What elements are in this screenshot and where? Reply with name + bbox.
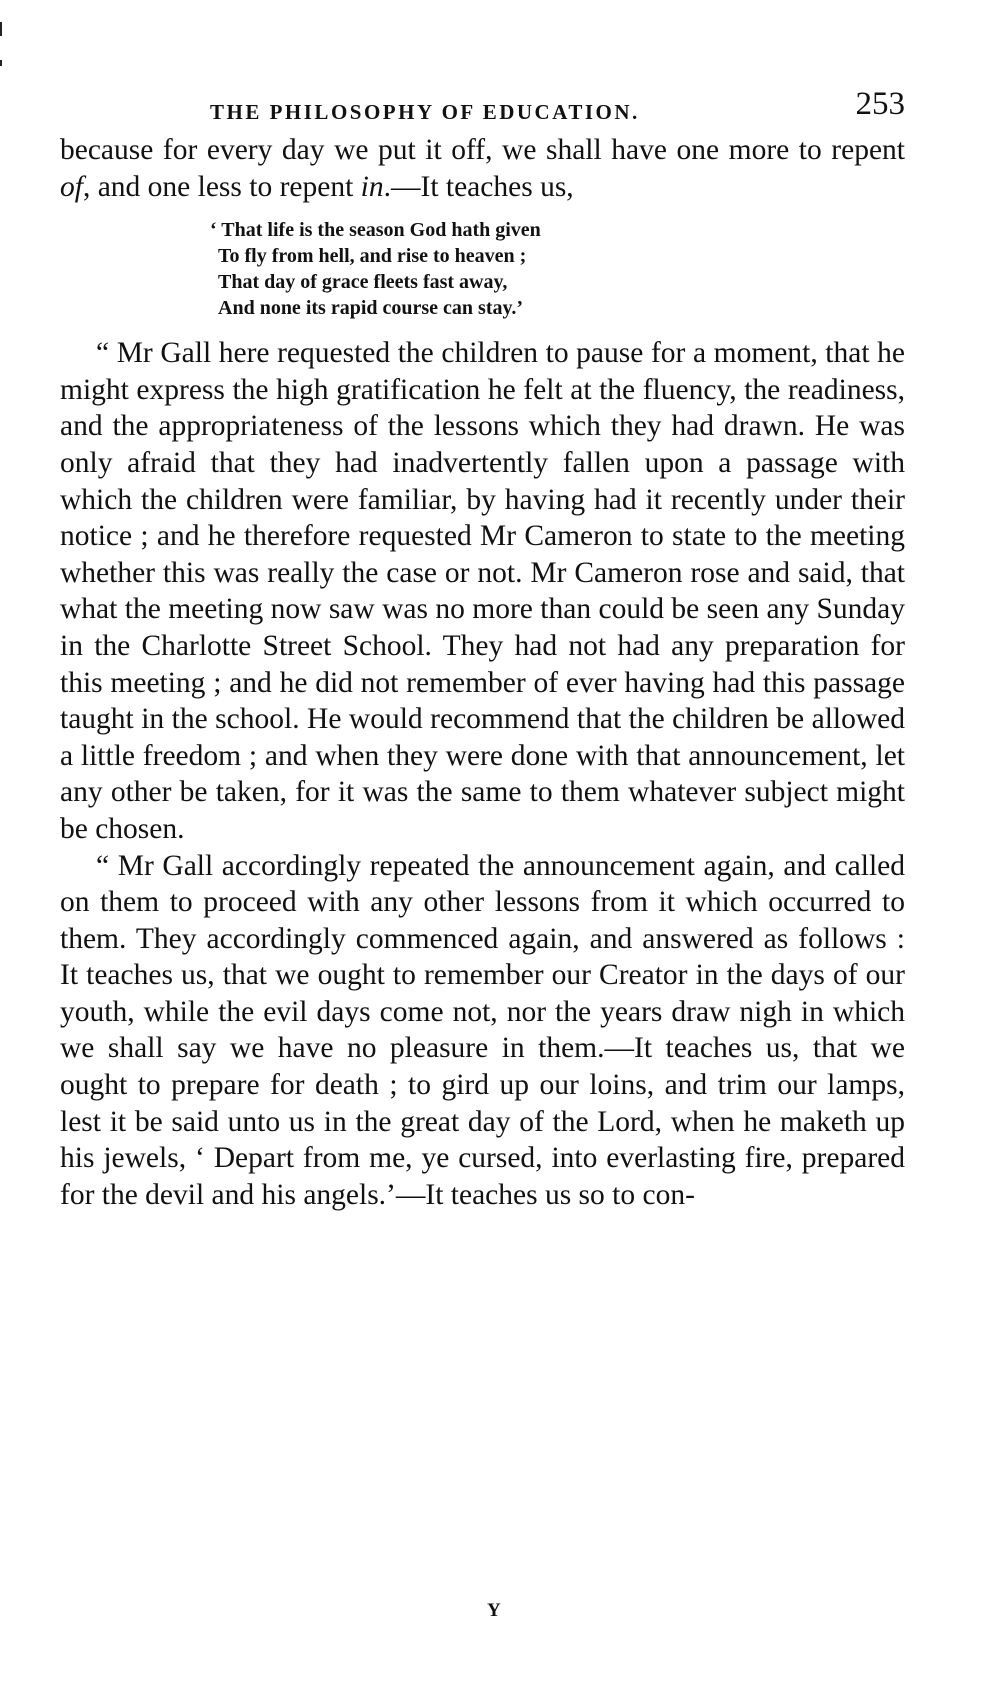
running-title: THE PHILOSOPHY OF EDUCATION. — [210, 100, 640, 124]
body-paragraph: “ Mr Gall accordingly repeated the announcement again, and called on them to proceed with any other lessons from it which occurred to them. They accordingly commenced again, and answered as follows : It teaches us, that we ought to remember our Creator in the days of our youth, while the evil days come not, nor the years draw nigh in which we shall say we have no pleasure in them.—It teaches us, that we ought to prepare for death ; to gird up our loins, and trim our lamps, lest it be said unto us in the great day of the Lord, when he maketh up his jewels, ‘ Depart from me, ye cursed, into everlasting fire, prepared for the devil and his angels.’—It teaches us so to con- — [60, 849, 905, 1211]
verse-line: That day of grace fleets fast away, — [218, 271, 508, 294]
signature-mark: Y — [487, 1600, 501, 1621]
opening-text: , and one less to repent — [82, 170, 361, 203]
opening-paragraph — [60, 132, 905, 205]
body-paragraph: “ Mr Gall here requested the children to pause for a moment, that he might express the high gratification he felt at the fluency, the readiness, and the appropriateness of the lessons which they had drawn. He was only afraid that they had inadvertently fallen upon a passage with which the children were familiar, by having had it recently under their notice ; and he therefore requested Mr Cameron to state to the meeting whether this was really the case or not. Mr Cameron rose and said, that what the meeting now saw was no more than could be seen any Sunday in the Charlotte Street School. They had not had any preparation for this meeting ; and he did not remember of ever having had this passage taught in the school. He would recommend that the children be allowed a little freedom ; and when they were done with that announcement, let any other be taken, for it was the same to them whatever subject might be chosen. — [60, 337, 905, 845]
running-head — [60, 86, 905, 132]
book-page — [60, 86, 905, 1213]
page-edge-mark — [0, 22, 2, 36]
page-edge-mark — [0, 60, 2, 66]
verse-line: To fly from hell, and rise to heaven ; — [218, 245, 527, 268]
emphasis-in: in — [360, 170, 384, 203]
verse-line: And none its rapid course can stay.’ — [218, 297, 524, 320]
opening-text: because for every day we put it off, we shall have one more to repent — [60, 134, 905, 166]
page-number: 253 — [855, 86, 905, 122]
verse-line: ‘ That life is the season God hath given — [210, 219, 541, 242]
emphasis-of: of — [60, 170, 83, 203]
opening-text: .—It teaches us, — [383, 170, 574, 203]
verse-quotation — [60, 217, 905, 321]
